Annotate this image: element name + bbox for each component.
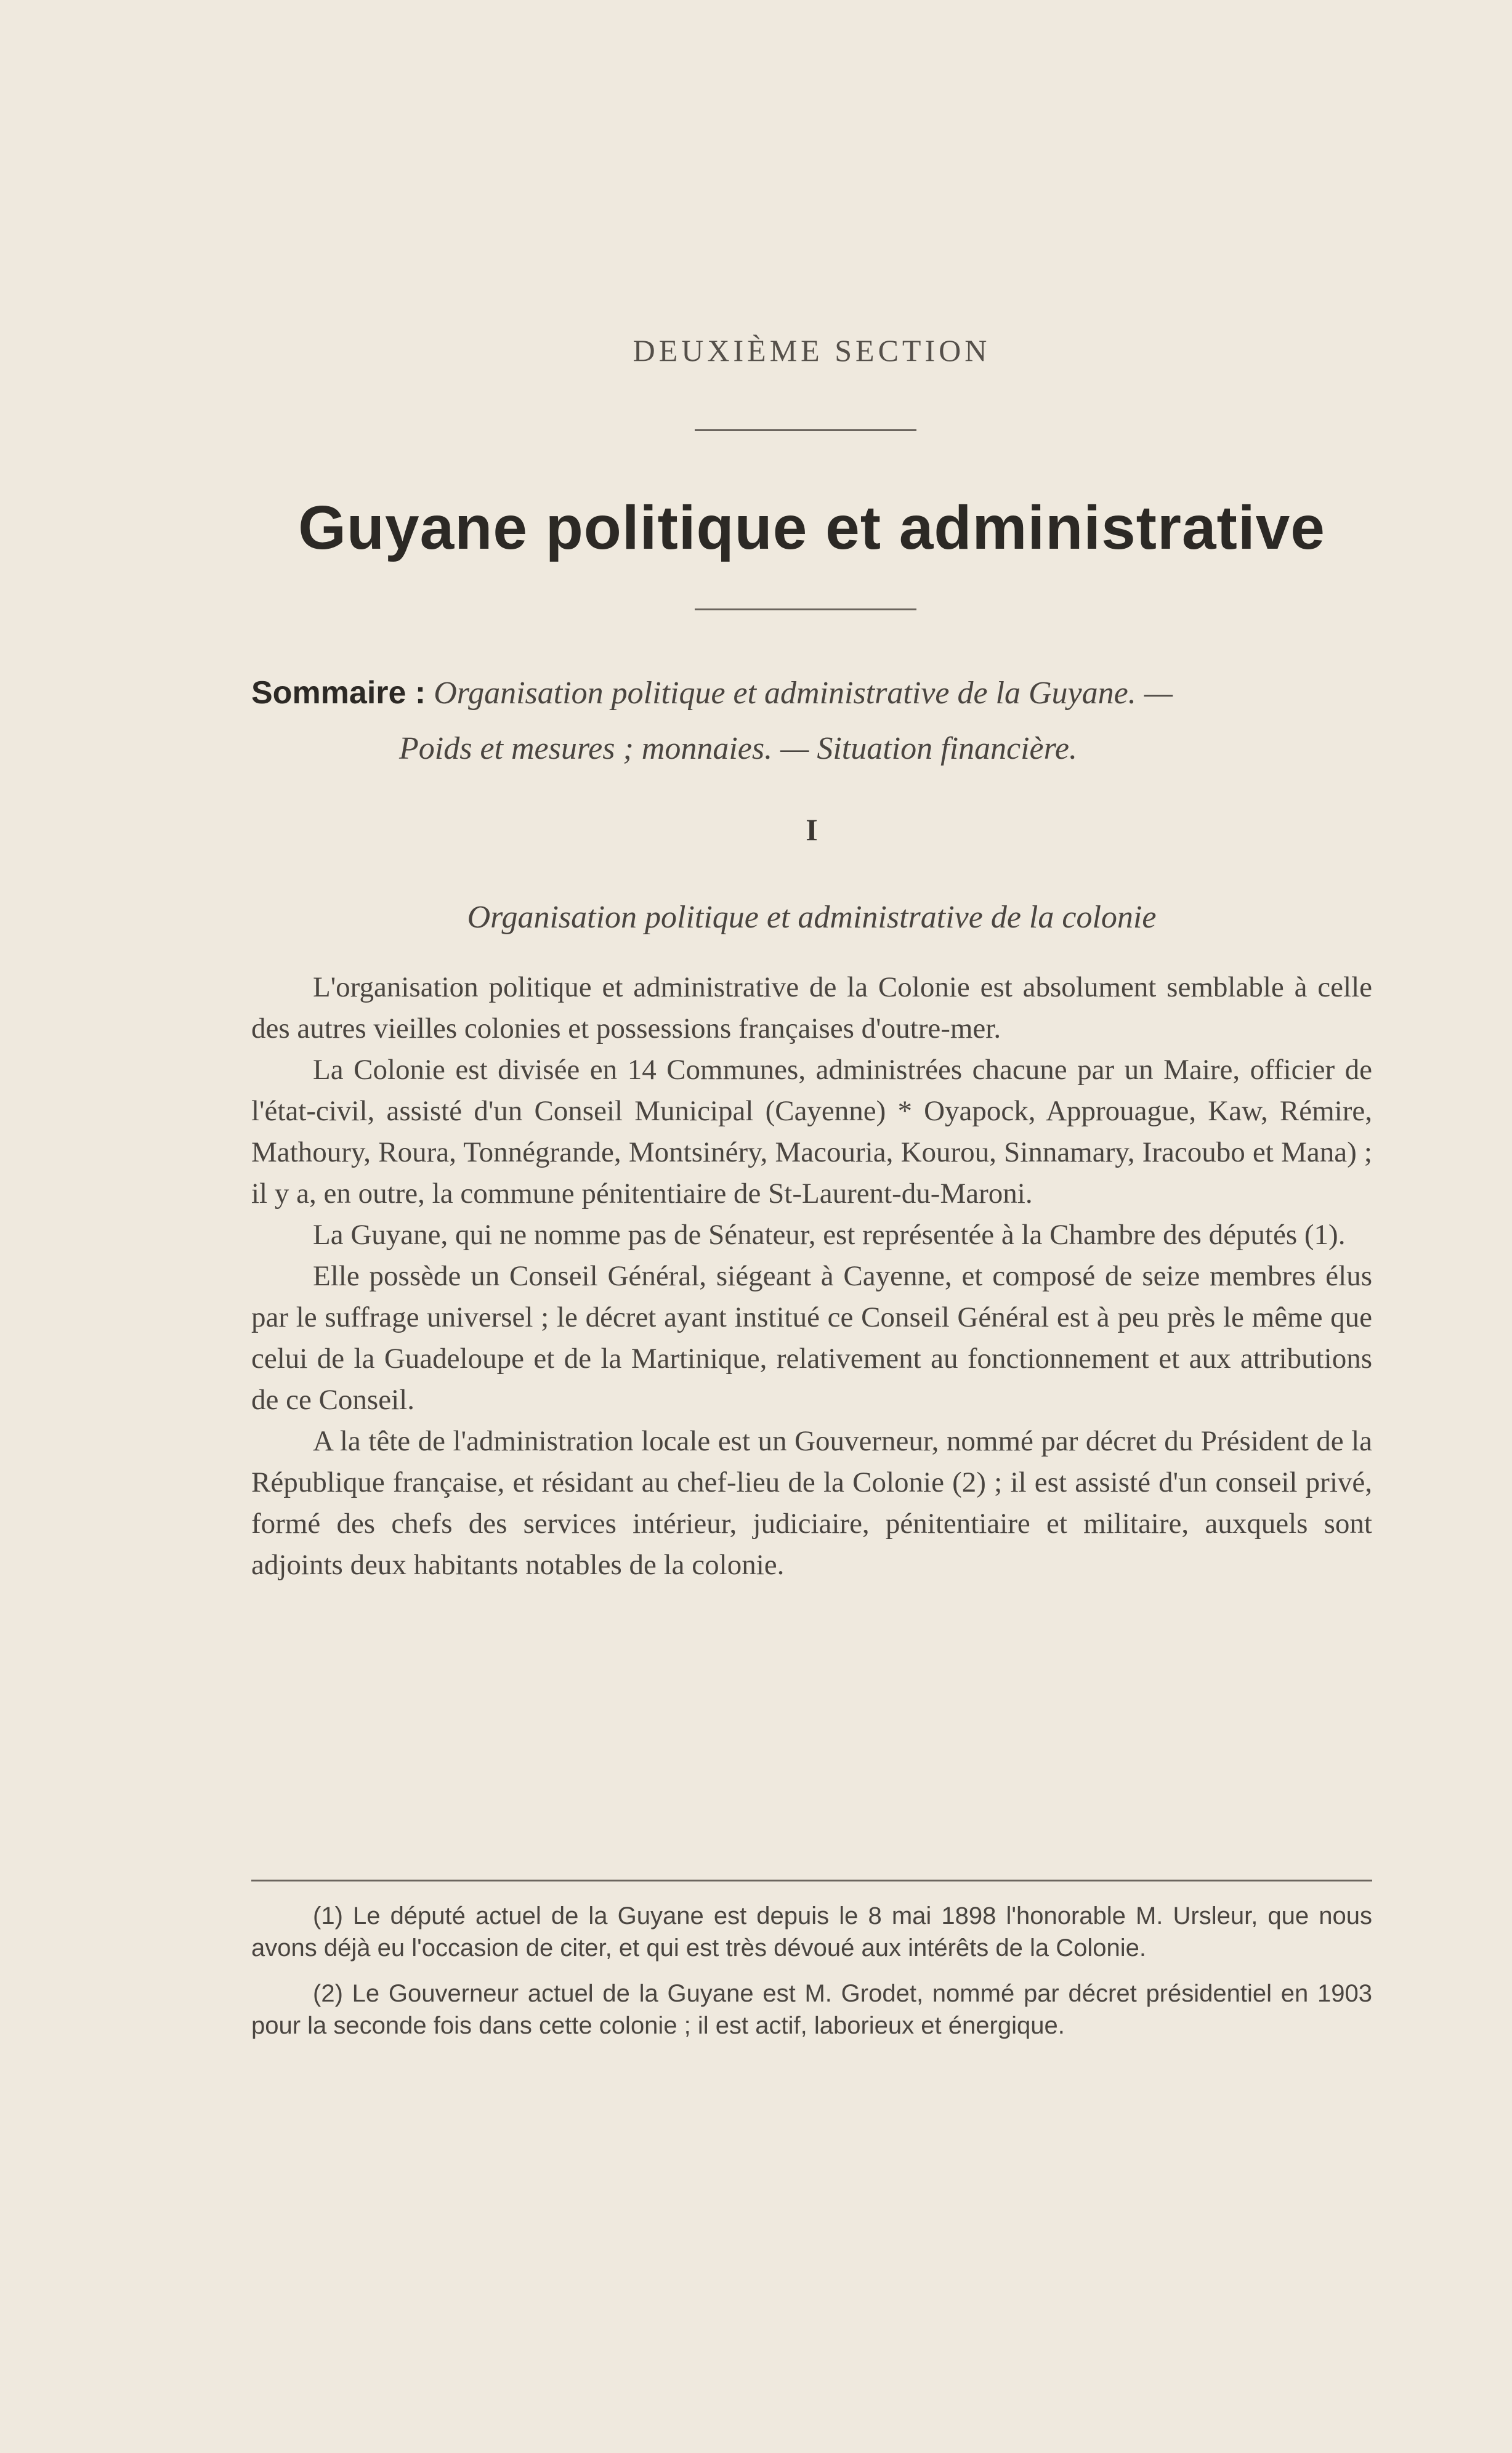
footnote-2: (2) Le Gouverneur actuel de la Guyane est M. Grodet, nommé par décret présidentiel en 1903 pour la seconde fois dans cette colonie ; il est actif, laborieux et énergique. bbox=[251, 1980, 1372, 2039]
section-label: DEUXIÈME SECTION bbox=[633, 333, 991, 368]
page-title: Guyane politique et administrative bbox=[298, 493, 1325, 562]
chapter-heading: Organisation politique et administrative de la colonie bbox=[467, 900, 1157, 935]
summary-line-1: Organisation politique et administrative de la Guyane. — bbox=[434, 676, 1173, 711]
paragraph: L'organisation politique et administrative de la Colonie est absolument semblable à celle des autres vieilles colonies et possessions françaises d'outre-mer. bbox=[251, 971, 1372, 1045]
paragraph: Elle possède un Conseil Général, siégeant à Cayenne, et composé de seize membres élus par le suffrage universel ; le décret ayant institué ce Conseil Général est à peu près le même que celui de la Guadeloupe et de la Martinique, relativement au fonctionnement et aux attributions de ce Conseil. bbox=[251, 1260, 1372, 1416]
summary bbox=[251, 665, 1372, 777]
summary-line-2: Poids et mesures ; monnaies. — Situation financière. bbox=[399, 731, 1078, 766]
footnote-1: (1) Le député actuel de la Guyane est depuis le 8 mai 1898 l'honorable M. Ursleur, que nous avons déjà eu l'occasion de citer, et qui est très dévoué aux intérêts de la Colonie. bbox=[251, 1902, 1372, 1962]
footnotes bbox=[251, 1900, 1372, 2055]
title-rule-bottom bbox=[695, 608, 916, 610]
title-rule-top bbox=[695, 429, 916, 431]
paragraph: La Colonie est divisée en 14 Communes, administrées chacune par un Maire, officier de l'état-civil, assisté d'un Conseil Municipal (Cayenne) * Oyapock, Approuague, Kaw, Rémire, Mathoury, Roura, Tonnégrande, Montsinéry, Macouria, Kourou, Sinnamary, Iracoubo et Mana) ; il y a, en outre, la commune pénitentiaire de St-Laurent-du-Maroni. bbox=[251, 1054, 1372, 1210]
chapter-number: I bbox=[806, 812, 818, 847]
paragraph: La Guyane, qui ne nomme pas de Sénateur, est représentée à la Chambre des députés (1). bbox=[313, 1219, 1346, 1251]
summary-label: Sommaire : bbox=[251, 675, 426, 711]
paragraph: A la tête de l'administration locale est un Gouverneur, nommé par décret du Président de la République française, et résidant au chef-lieu de la Colonie (2) ; il est assisté d'un conseil privé, formé des chefs des services intérieur, judiciaire, pénitentiaire et militaire, auxquels sont adjoints deux habitants notables de la colonie. bbox=[251, 1425, 1372, 1581]
body-text bbox=[251, 967, 1372, 1586]
footnote-divider bbox=[251, 1880, 1372, 1881]
